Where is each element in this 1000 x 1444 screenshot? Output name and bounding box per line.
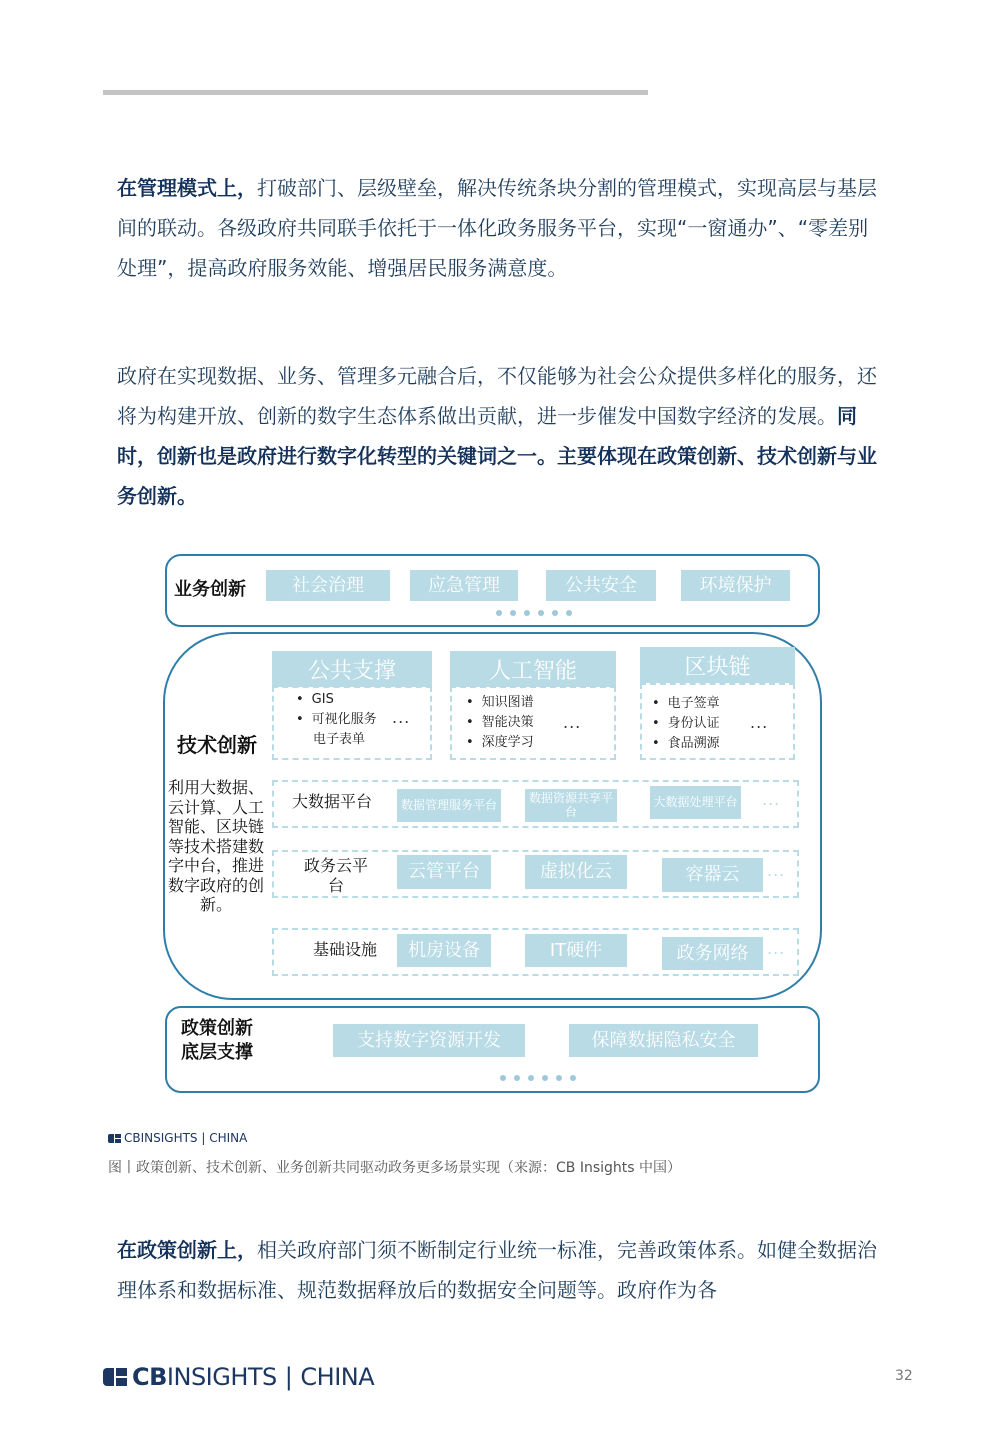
more-dots: ... <box>767 861 786 880</box>
column-header-public-support: 公共支撑 <box>272 651 432 687</box>
paragraph-innovation: 政府在实现数据、业务、管理多元融合后，不仅能够为社会公众提供多样化的服务，还将为构建开放、创新的数字生态体系做出贡献，进一步催发中国数字经济的发展。同时，创新也是政府进行数字化转型的关键词之一。主要体现在政策创新、技术创新与业务创新。 <box>117 364 877 508</box>
page-number: 32 <box>895 1368 913 1384</box>
row-label: 大数据平台 <box>291 792 372 811</box>
figure-logo: CBINSIGHTS | CHINA <box>108 1131 247 1145</box>
row-tag: 数据资源共享平台 <box>525 789 617 822</box>
row-tag: 政务网络 <box>662 937 763 970</box>
top-divider <box>103 90 648 95</box>
business-innovation-label: 业务创新 <box>174 579 246 600</box>
row-tag: 容器云 <box>662 858 763 892</box>
row-tag: 大数据处理平台 <box>650 786 741 819</box>
cb-logo-icon <box>108 1134 121 1143</box>
business-tag: 公共安全 <box>546 570 656 601</box>
row-tag: 机房设备 <box>397 934 491 967</box>
paragraph-management: 在管理模式上，打破部门、层级壁垒，解决传统条块分割的管理模式，实现高层与基层间的联动。各级政府共同联手依托于一体化政务服务平台，实现“一窗通办”、“零差别处理”，提高政府服务效能、增强居民服务满意度。 <box>117 176 877 280</box>
row-tag: 数据管理服务平台 <box>397 789 501 822</box>
column-header-ai: 人工智能 <box>450 651 616 687</box>
more-dots: ... <box>563 713 582 732</box>
cb-logo-icon <box>103 1368 127 1386</box>
more-dots: ... <box>767 939 786 958</box>
row-tag: 云管平台 <box>397 855 491 889</box>
column-list: • 知识图谱 • 智能决策 • 深度学习 <box>466 693 534 753</box>
business-tag: 环境保护 <box>681 570 790 601</box>
tech-innovation-label: 技术创新 <box>177 733 257 757</box>
policy-pager-dots <box>500 1075 576 1081</box>
tech-innovation-description: 利用大数据、云计算、人工智能、区块链等技术搭建数字中台，推进数字政府的创新。 <box>168 778 265 914</box>
footer-logo: CB INSIGHTS | CHINA <box>103 1363 374 1391</box>
row-label: 基础设施 <box>312 940 377 959</box>
figure-caption: 图丨政策创新、技术创新、业务创新共同驱动政务更多场景实现（来源：CB Insights 中国） <box>108 1160 682 1176</box>
column-list: • 电子签章 • 身份认证 • 食品溯源 <box>652 694 720 754</box>
row-label: 政务云平台 <box>303 856 368 895</box>
more-dots: ... <box>392 708 411 727</box>
paragraph-policy: 在政策创新上，相关政府部门须不断制定行业统一标准，完善政策体系。如健全数据治理体系和数据标准、规范数据释放后的数据安全问题等。政府作为各 <box>117 1238 877 1302</box>
more-dots: ... <box>762 790 781 809</box>
business-tag: 应急管理 <box>410 570 518 601</box>
policy-tag: 保障数据隐私安全 <box>569 1024 758 1057</box>
policy-innovation-label: 政策创新底层支撑 <box>181 1018 253 1063</box>
row-tag: 虚拟化云 <box>525 855 627 889</box>
column-list: • GIS • 可视化服务 电子表单 <box>296 690 377 750</box>
policy-tag: 支持数字资源开发 <box>333 1024 525 1057</box>
business-tag: 社会治理 <box>266 570 390 601</box>
column-header-blockchain: 区块链 <box>640 647 795 683</box>
business-pager-dots <box>496 610 572 616</box>
more-dots: ... <box>750 713 769 732</box>
row-tag: IT硬件 <box>525 934 627 967</box>
